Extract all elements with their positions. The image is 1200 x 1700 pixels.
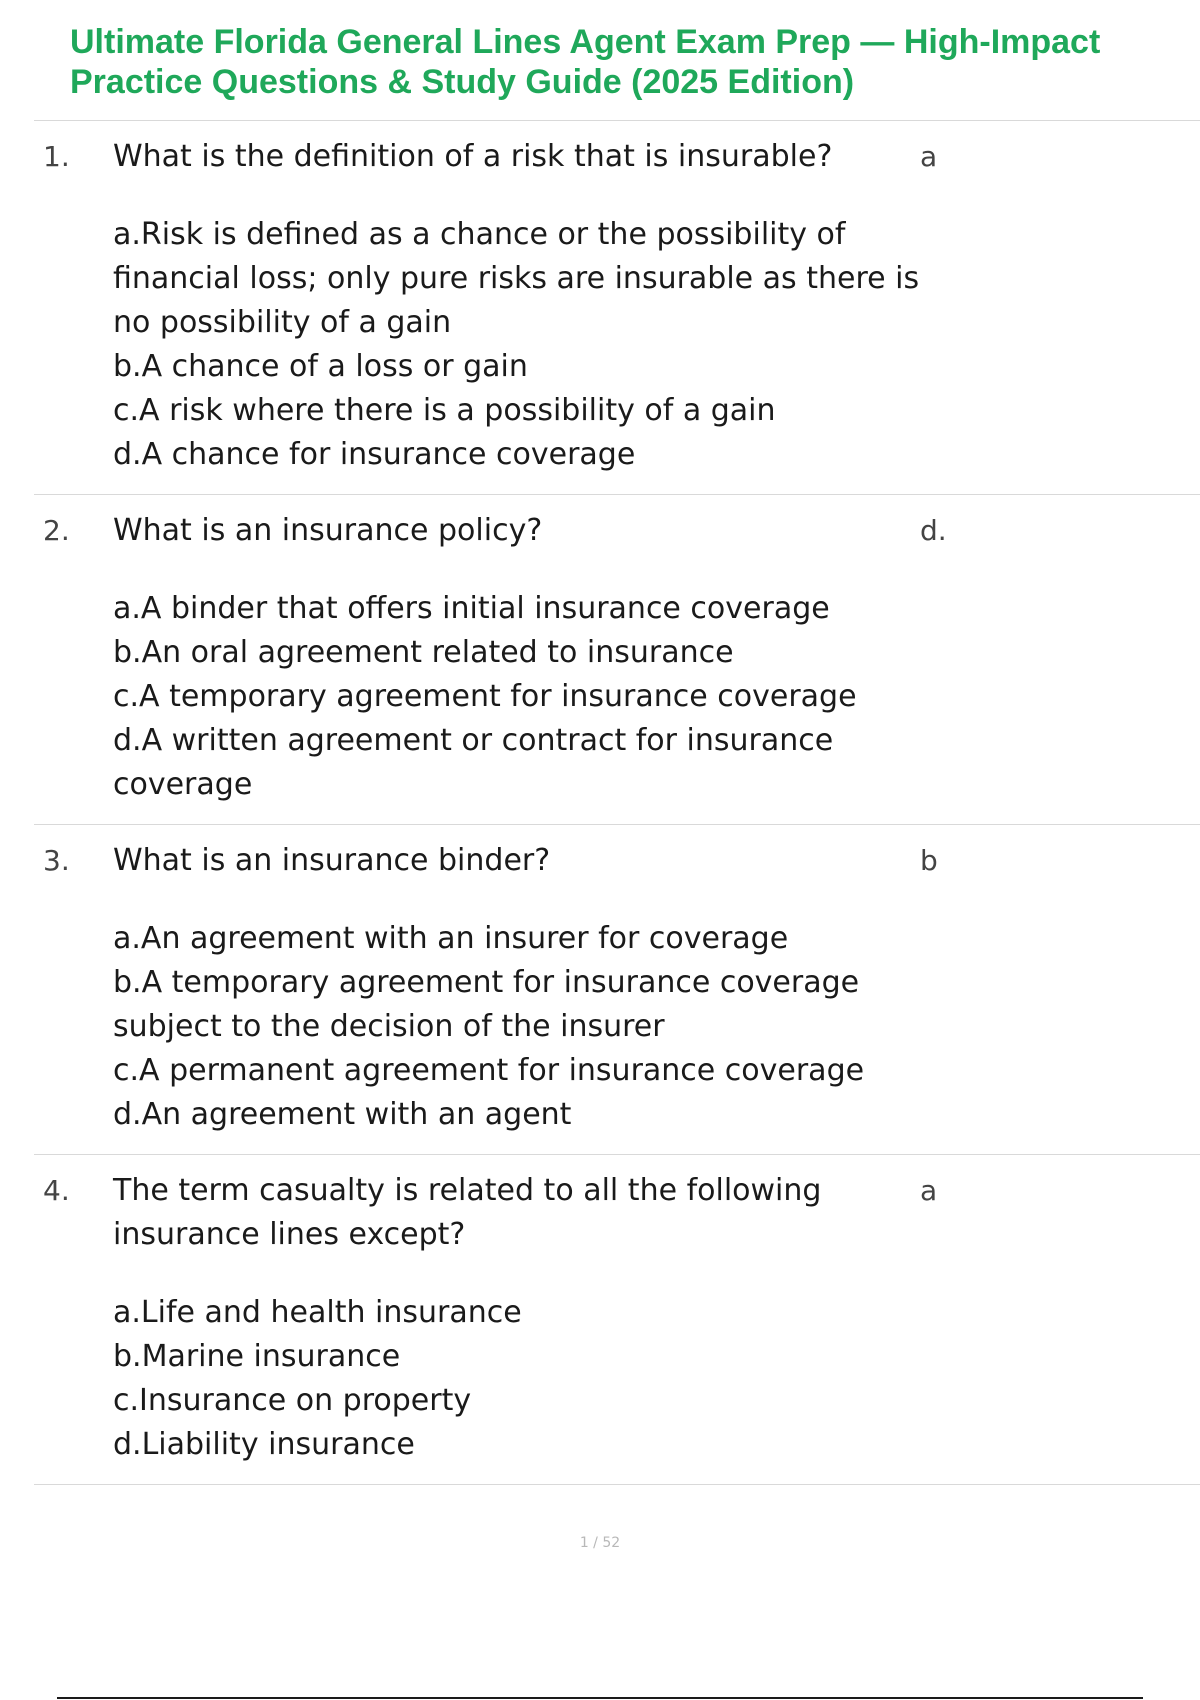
question-body (113, 135, 953, 477)
question-number: 2. (43, 514, 70, 547)
option-b: b.Marine insurance (113, 1339, 401, 1374)
option-a: a.Risk is defined as a chance or the possibility of financial loss; only pure risks are insurable as there is no possibility of a gain (113, 217, 920, 340)
answer-key: b (920, 844, 938, 877)
answer-key: d. (920, 514, 947, 547)
question-text: The term casualty is related to all the following insurance lines except? (113, 1173, 822, 1252)
answer-key: a (920, 140, 938, 173)
option-c: c.A permanent agreement for insurance coverage (113, 1053, 865, 1088)
question-number: 4. (43, 1174, 70, 1207)
question-body (113, 509, 953, 807)
answer-options (113, 213, 953, 477)
option-b: b.A chance of a loss or gain (113, 349, 528, 384)
question-number: 1. (43, 140, 70, 173)
option-c: c.Insurance on property (113, 1383, 472, 1418)
question-text: What is an insurance binder? (113, 843, 551, 878)
answer-key: a (920, 1174, 938, 1207)
document-title: Ultimate Florida General Lines Agent Exam Prep — High-Impact Practice Questions & Study Guide (2025 Edition) (70, 23, 1101, 101)
option-a: a.Life and health insurance (113, 1295, 522, 1330)
question-row-2 (34, 495, 1200, 825)
option-b: b.A temporary agreement for insurance coverage subject to the decision of the insurer (113, 965, 860, 1044)
question-text: What is an insurance policy? (113, 513, 543, 548)
option-d: d.A written agreement or contract for insurance coverage (113, 723, 834, 802)
question-row-4 (34, 1155, 1200, 1485)
option-d: d.A chance for insurance coverage (113, 437, 636, 472)
answer-options (113, 587, 953, 807)
question-body (113, 1169, 953, 1467)
question-body (113, 839, 953, 1137)
answer-options (113, 917, 953, 1137)
option-d: d.Liability insurance (113, 1427, 415, 1462)
question-list (34, 120, 1200, 1485)
option-a: a.A binder that offers initial insurance coverage (113, 591, 830, 626)
option-b: b.An oral agreement related to insurance (113, 635, 734, 670)
question-row-3 (34, 825, 1200, 1155)
footer-divider (57, 1697, 1143, 1699)
question-text: What is the definition of a risk that is insurable? (113, 139, 833, 174)
option-c: c.A temporary agreement for insurance coverage (113, 679, 857, 714)
answer-options (113, 1291, 953, 1467)
question-number: 3. (43, 844, 70, 877)
option-c: c.A risk where there is a possibility of a gain (113, 393, 776, 428)
question-row-1 (34, 121, 1200, 495)
page-number: 1 / 52 (579, 1535, 621, 1551)
option-a: a.An agreement with an insurer for coverage (113, 921, 789, 956)
option-d: d.An agreement with an agent (113, 1097, 572, 1132)
